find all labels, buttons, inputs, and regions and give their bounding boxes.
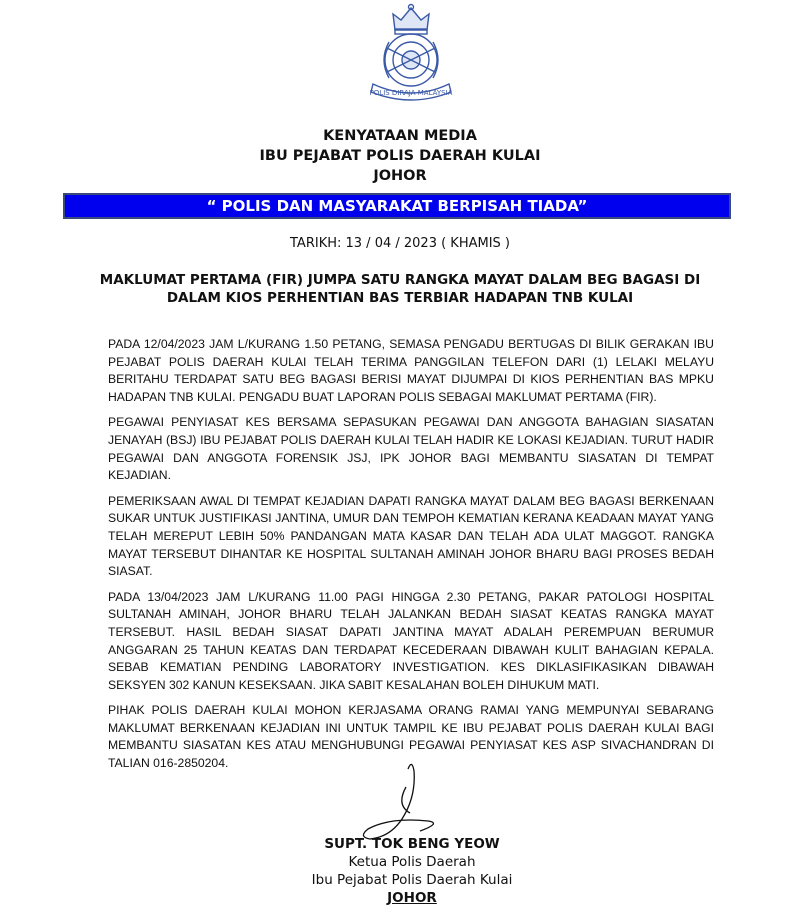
paragraph-5: PIHAK POLIS DAERAH KULAI MOHON KERJASAMA ORANG RAMAI YANG MEMPUNYAI SEBARANG MAKLUMAT BERKENAAN KEJADIAN INI UNTUK TAMPIL KE IBU PEJABAT POLIS DAERAH KULAI BAGI MEMBANTU SIASATAN KES ATAU MENGHUBUNGI PEGAWAI PENYIASAT KES ASP SIVACHANDRAN DI TALIAN 016-2850204. <box>108 703 714 771</box>
signatory-office: Ibu Pejabat Polis Daerah Kulai <box>311 871 513 888</box>
signature <box>350 757 460 847</box>
title-line-1: MAKLUMAT PERTAMA (FIR) JUMPA SATU RANGKA MAYAT DALAM BEG BAGASI DI <box>99 272 701 288</box>
signatory-name: SUPT. TOK BENG YEOW <box>324 835 500 852</box>
statement-body <box>0 271 800 915</box>
paragraph-4: PADA 13/04/2023 JAM L/KURANG 11.00 PAGI HINGGA 2.30 PETANG, PAKAR PATOLOGI HOSPITAL SULTANAH AMINAH, JOHOR BHARU TELAH JALANKAN BEDAH SIASAT KEATAS RANGKA MAYAT TERSEBUT. HASIL BEDAH SIASAT DAPATI JANTINA MAYAT ADALAH PEREMPUAN BERUMUR ANGGARAN 25 TAHUN KEATAS DAN TERDAPAT KECEDERAAN DIBAWAH KULIT BAHAGIAN KEPALA. SEBAB KEMATIAN PENDING LABORATORY INVESTIGATION. KES DIKLASIFIKASIKAN DIBAWAH SEKSYEN 302 KANUN KESEKSAAN. JIKA SABIT KESALAHAN BOLEH DIHUKUM MATI. <box>108 589 714 692</box>
header-office: IBU PEJABAT POLIS DAERAH KULAI <box>259 148 541 164</box>
paragraph-1: PADA 12/04/2023 JAM L/KURANG 1.50 PETANG, SEMASA PENGADU BERTUGAS DI BILIK GERAKAN IBU PEJABAT POLIS DAERAH KULAI TELAH TERIMA PANGGILAN TELEFON DARI (1) LELAKI MELAYU BERITAHU TERDAPAT SATU BEG BAGASI BERISI MAYAT DIJUMPAI DI KIOS PERHENTIAN BAS MPKU HADAPAN TNB KULAI. PENGADU BUAT LAPORAN POLIS SEBAGAI MAKLUMAT PERTAMA (FIR). <box>108 337 714 404</box>
header-title: KENYATAAN MEDIA <box>323 128 477 144</box>
date-line: TARIKH: 13 / 04 / 2023 ( KHAMIS ) <box>290 236 510 251</box>
title-line-2: DALAM KIOS PERHENTIAN BAS TERBIAR HADAPAN TNB KULAI <box>166 290 634 306</box>
header-state: JOHOR <box>373 168 427 184</box>
paragraph-2: PEGAWAI PENYIASAT KES BERSAMA SEPASUKAN PEGAWAI DAN ANGGOTA BAHAGIAN SIASATAN JENAYAH (BSJ) IBU PEJABAT POLIS DAERAH KULAI TELAH HADIR KE LOKASI KEJADIAN. TURUT HADIR PEGAWAI DAN ANGGOTA FORENSIK JSJ, IPK JOHOR BAGI MEMBANTU SIASATAN DI TEMPAT KEJADIAN. <box>108 415 714 483</box>
paragraph-3: PEMERIKSAAN AWAL DI TEMPAT KEJADIAN DAPATI RANGKA MAYAT DALAM BEG BAGASI BERKENAAN SUKAR UNTUK JUSTIFIKASI JANTINA, UMUR DAN TEMPOH KEMATIAN KERANA KEADAAN MAYAT YANG TELAH MEREPUT LEBIH 50% PANDANGAN MATA KASAR DAN TELAH ADA ULAT MAGGOT. RANGKA MAYAT TERSEBUT DIHANTAR KE HOSPITAL SULTANAH AMINAH JOHOR BHARU BAGI PROSES BEDAH SIASAT. <box>108 493 714 579</box>
signatory-state: JOHOR <box>387 889 437 906</box>
signature-block <box>0 835 800 915</box>
motto-banner: “ POLIS DAN MASYARAKAT BERPISAH TIADA” <box>63 193 731 219</box>
statement-title <box>95 271 705 307</box>
police-crest-logo <box>365 2 457 102</box>
logo-text: POLIS DIRAJA MALAYSIA <box>369 89 453 97</box>
signatory-position: Ketua Polis Daerah <box>348 853 476 870</box>
